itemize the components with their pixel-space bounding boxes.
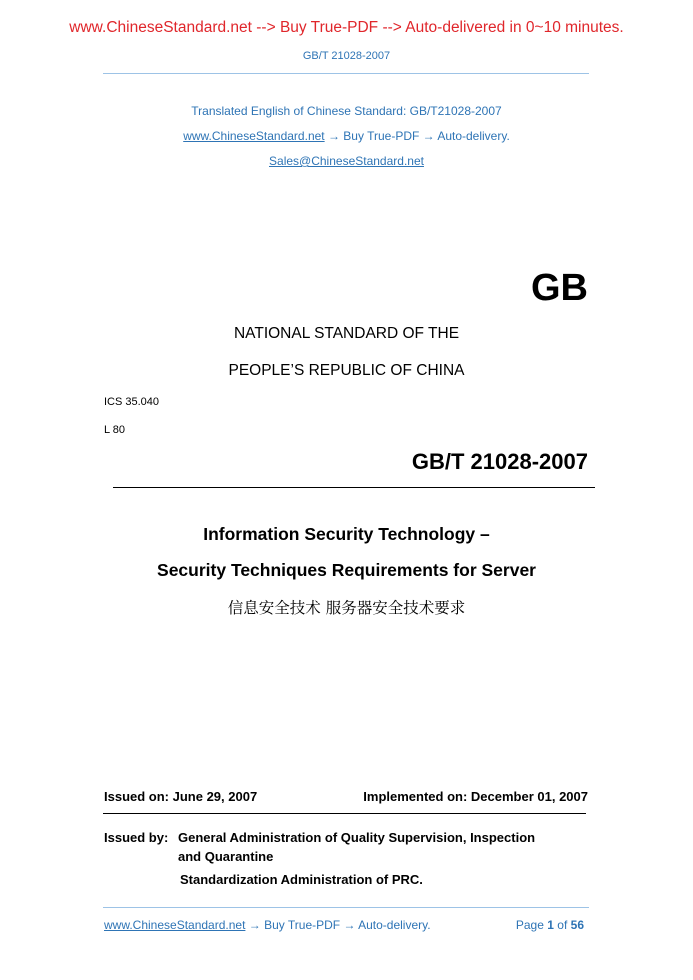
of-label: of [557,918,568,932]
footer-purchase-text: → Buy True-PDF → Auto-delivery. [245,918,431,932]
issuer1-line2: and Quarantine [178,849,274,864]
ics-code: ICS 35.040 [104,396,160,408]
code-divider [113,487,595,488]
sales-email-link[interactable]: Sales@ChineseStandard.net [269,154,424,168]
title-chinese: 信息安全技术 服务器安全技术要求 [227,599,466,617]
gb-mark: GB [531,267,588,309]
purchase-text: → Buy True-PDF → Auto-delivery. [324,129,510,143]
translation-note: Translated English of Chinese Standard: GB/T21028-2007 [191,104,502,118]
standard-code: GB/T 21028-2007 [411,449,588,474]
title-line1: Information Security Technology – [203,524,490,544]
purchase-line [0,129,693,143]
dates-divider [103,813,586,814]
issuer1-line1: General Administration of Quality Supervision, Inspection [178,830,536,845]
page-label: Page [515,918,544,932]
footer-divider [103,907,589,908]
ccs-code: L 80 [104,424,126,436]
national-standard-line1: NATIONAL STANDARD OF THE [233,325,460,342]
issuer2: Standardization Administration of PRC. [180,872,423,887]
header-standard-code: GB/T 21028-2007 [302,50,391,62]
issued-by-label: Issued by: [104,830,169,845]
footer-purchase-line [104,918,431,932]
page-number: 1 [547,918,554,932]
implemented-on: Implemented on: December 01, 2007 [363,789,588,804]
title-line2: Security Techniques Requirements for Server [157,560,536,580]
page-total: 56 [570,918,584,932]
top-banner[interactable]: www.ChineseStandard.net --> Buy True-PDF --> Auto-delivered in 0~10 minutes. [69,19,624,36]
national-standard-line2: PEOPLE’S REPUBLIC OF CHINA [228,362,465,379]
email-line [0,154,693,168]
page-indicator [516,918,584,932]
footer-site-link[interactable]: www.ChineseStandard.net [104,918,246,932]
header-divider [103,73,589,74]
site-link[interactable]: www.ChineseStandard.net [183,129,325,143]
issued-on: Issued on: June 29, 2007 [104,789,258,804]
